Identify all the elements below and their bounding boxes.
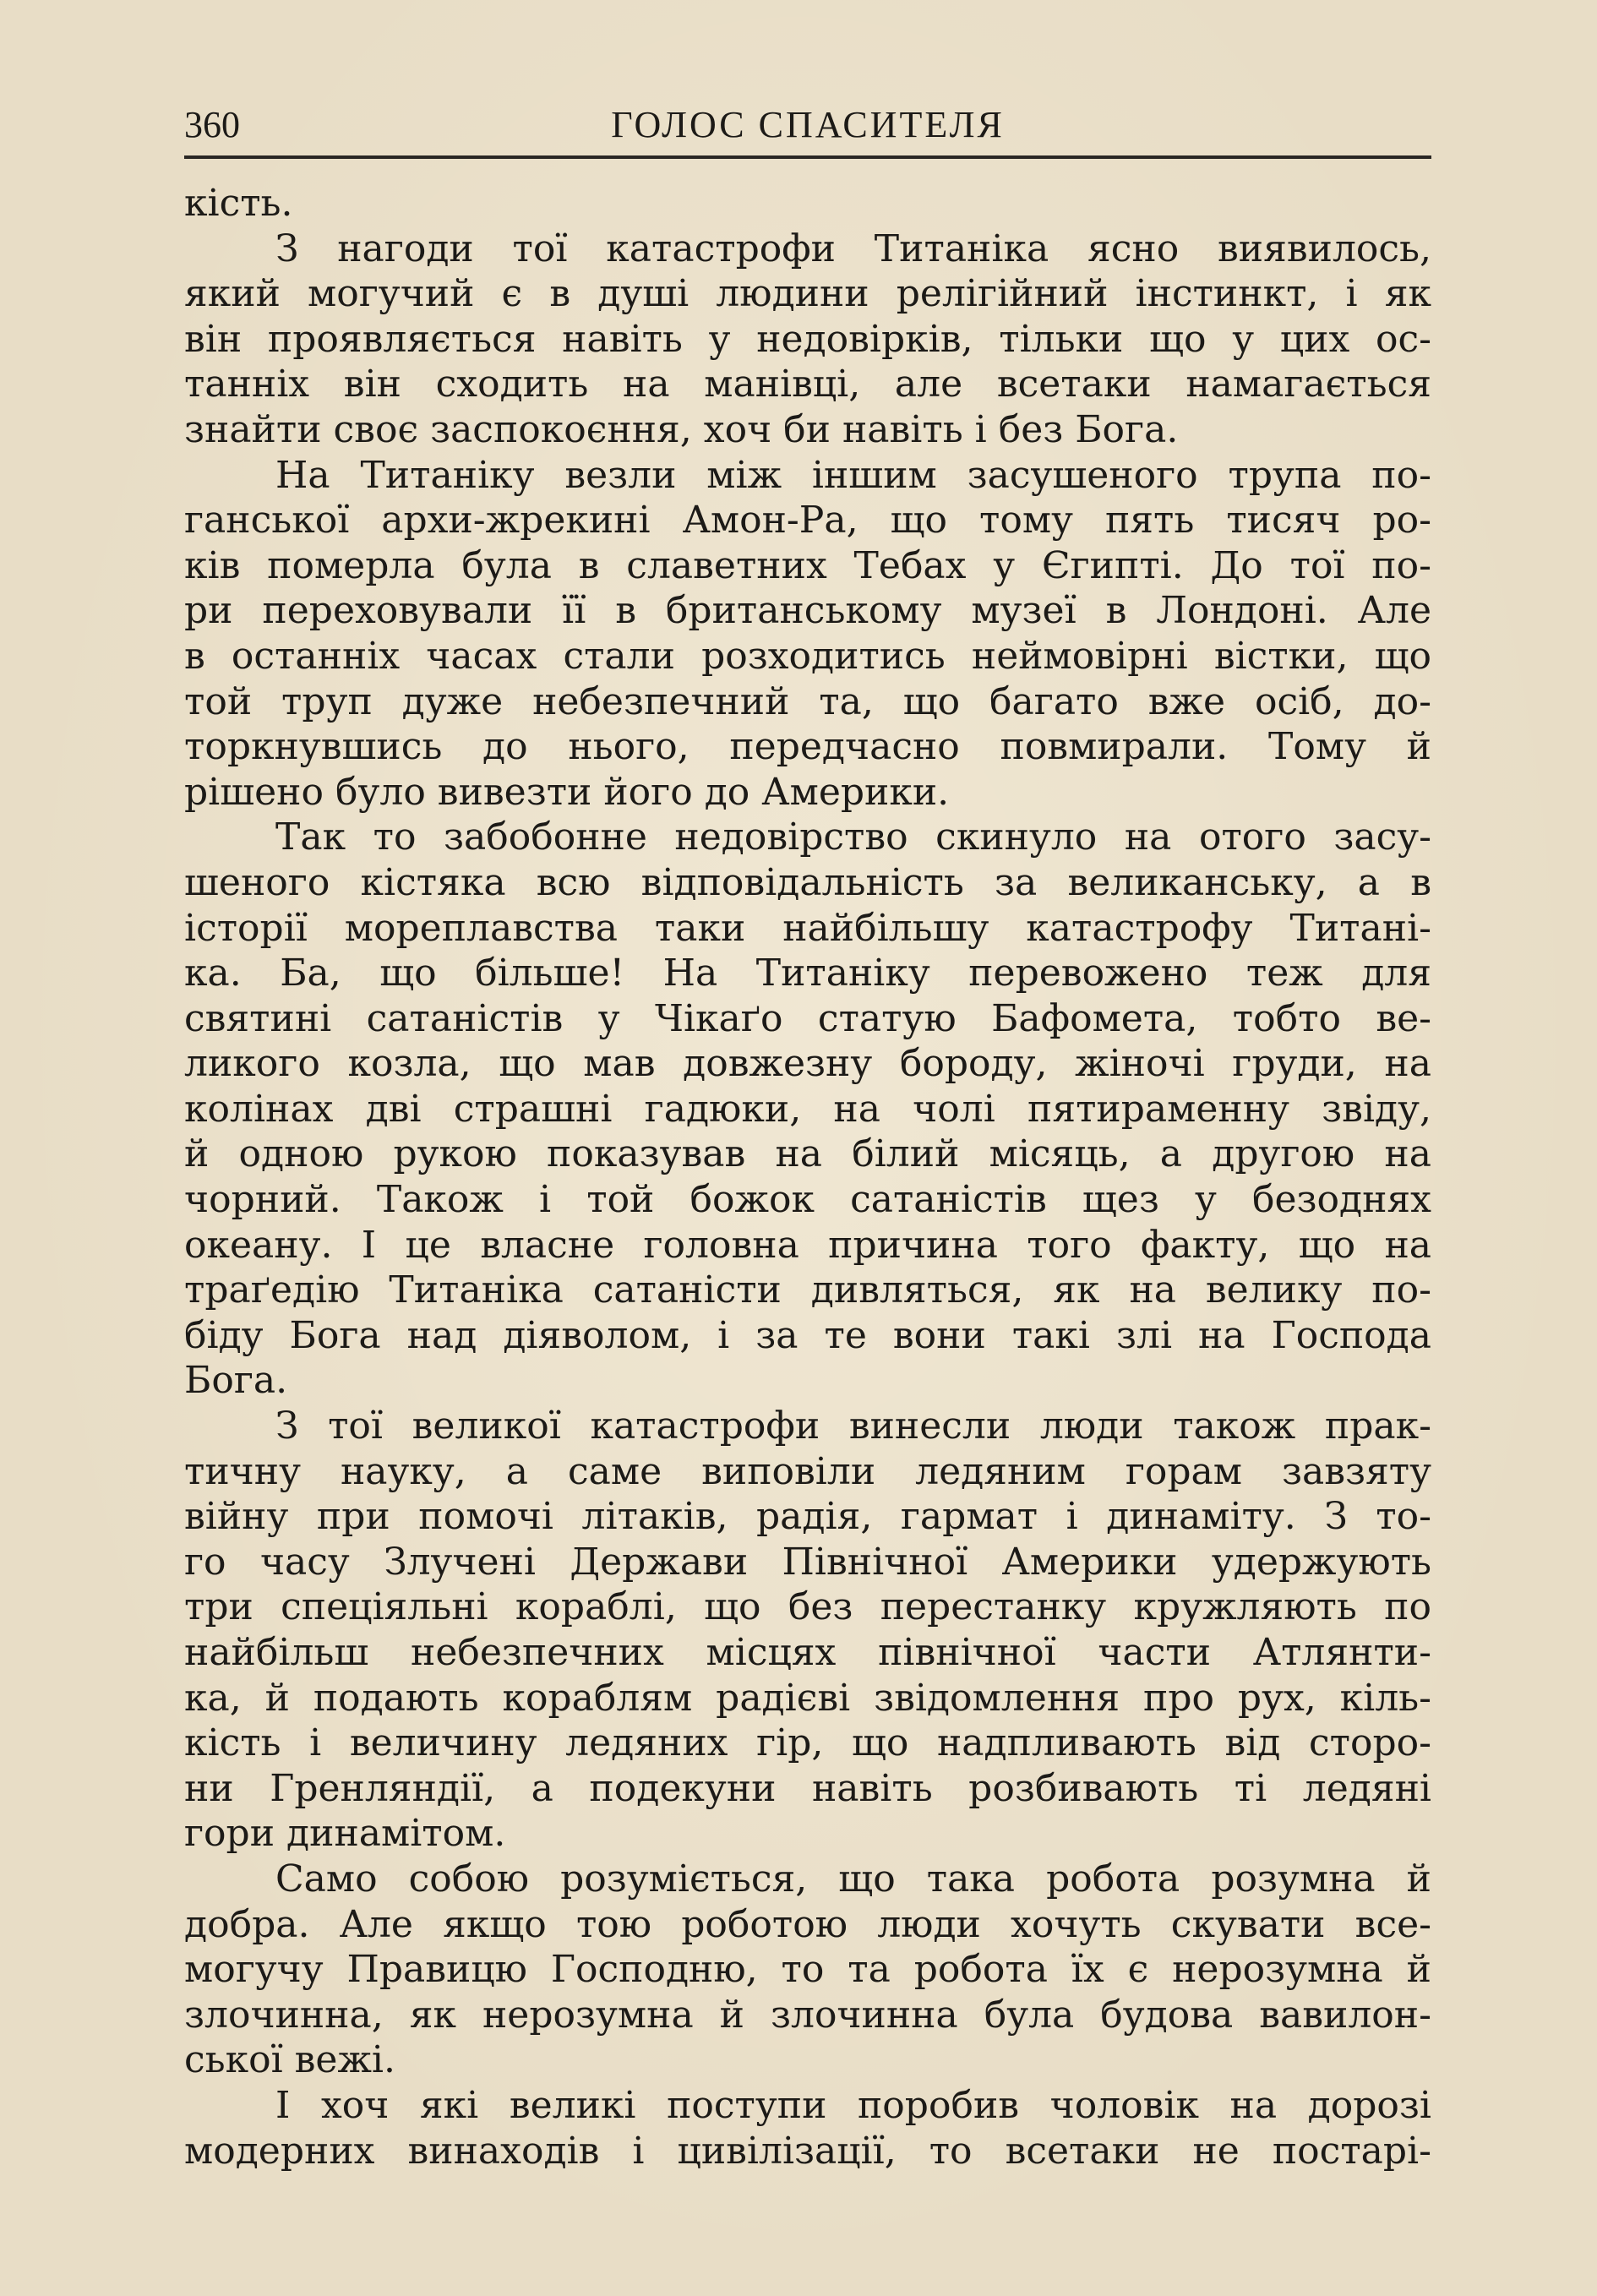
text-line: кість і величину ледяних гір, що надпливають від сторо-	[184, 1721, 1431, 1765]
text-line: той труп дуже небезпечний та, що багато вже осіб, до-	[184, 679, 1431, 723]
text-line: який могучий є в душі людини релігійний інстинкт, і як	[184, 272, 1431, 316]
text-line: траґедію Титаніка сатаністи дивляться, як на велику по-	[184, 1268, 1431, 1312]
text-line: ри переховували її в британському музеї в Лондоні. Але	[184, 589, 1431, 633]
page-header	[184, 100, 1431, 159]
text-line: три спеціяльні кораблі, що без перестанку кружляють по	[184, 1585, 1431, 1629]
page-number: 360	[184, 104, 240, 145]
text-line: ганської архи-жрекині Амон-Ра, що тому пять тисяч ро-	[184, 499, 1431, 543]
text-line: тичну науку, а саме виповіли ледяним горам завзяту	[184, 1449, 1431, 1493]
text-line: добра. Але якщо тою роботою люди хочуть скувати все-	[184, 1902, 1431, 1946]
text-line: злочинна, як нерозумна й злочинна була будова вавилон-	[184, 1993, 1431, 2037]
text-line: З тої великої катастрофи винесли люди також прак-	[275, 1404, 1431, 1448]
text-line: Так то забобонне недовірство скинуло на отого засу-	[275, 815, 1431, 859]
text-line: війну при помочі літаків, радія, гармат і динаміту. З то-	[184, 1495, 1431, 1539]
text-line: модерних винаходів і цивілізації, то всетаки не постарі-	[184, 2129, 1431, 2173]
text-line: ка. Ба, що більше! На Титаніку перевожено теж для	[184, 952, 1431, 995]
text-line: рішено було вивезти його до Америки.	[184, 770, 950, 814]
text-line: кість.	[184, 182, 293, 225]
text-line: Бога.	[184, 1359, 288, 1403]
text-line: На Титаніку везли між іншим засушеного трупа по-	[275, 453, 1431, 497]
text-line: ської вежі.	[184, 2038, 395, 2082]
text-line: історії мореплавства таки найбільшу катастрофу Титані-	[184, 906, 1431, 950]
text-line: океану. І це власне головна причина того факту, що на	[184, 1223, 1431, 1267]
text-line: ків померла була в славетних Тебах у Єгипті. До тої по-	[184, 543, 1431, 587]
text-line: Само собою розуміється, що така робота розумна й	[275, 1857, 1431, 1901]
text-line: гори динамітом.	[184, 1812, 506, 1856]
text-line: чорний. Також і той божок сатаністів щез у безоднях	[184, 1178, 1431, 1222]
text-line: І хоч які великі поступи поробив чоловік на дорозі	[275, 2083, 1431, 2127]
text-line: найбільш небезпечних місцях північної части Атлянти-	[184, 1631, 1431, 1674]
text-line: ни Гренляндії, а подекуни навіть розбивають ті ледяні	[184, 1766, 1431, 1810]
running-title: ГОЛОС СПАСИТЕЛЯ	[611, 104, 1005, 145]
text-line: в останніх часах стали розходитись неймовірні вістки, що	[184, 634, 1431, 678]
text-line: ка, й подають кораблям радієві звідомлення про рух, кіль-	[184, 1676, 1431, 1720]
text-line: го часу Злучені Держави Північної Америки удержують	[184, 1540, 1431, 1584]
text-line: торкнувшись до нього, передчасно повмирали. Тому й	[184, 725, 1431, 769]
text-line: колінах дві страшні гадюки, на чолі пятираменну звіду,	[184, 1087, 1431, 1131]
text-line: ликого козла, що мав довжезну бороду, жіночі груди, на	[184, 1042, 1431, 1086]
text-line: могучу Правицю Господню, то та робота їх є нерозумна й	[184, 1948, 1431, 1992]
text-line: З нагоди тої катастрофи Титаніка ясно виявилось,	[275, 226, 1431, 270]
text-line: танніх він сходить на манівці, але всетаки намагається	[184, 363, 1431, 406]
text-line: знайти своє заспокоєння, хоч би навіть і без Бога.	[184, 407, 1179, 451]
text-line: святині сатаністів у Чікаґо статую Бафомета, тобто ве-	[184, 996, 1431, 1040]
text-line: він проявляється навіть у недовірків, тільки що у цих ос-	[184, 317, 1431, 361]
text-line: шеного кістяка всю відповідальність за великанську, а в	[184, 860, 1431, 904]
text-line: біду Бога над діяволом, і за те вони такі злі на Господа	[184, 1313, 1431, 1357]
text-line: й одною рукою показував на білий місяць, а другою на	[184, 1132, 1431, 1176]
body-text	[184, 181, 1431, 2173]
